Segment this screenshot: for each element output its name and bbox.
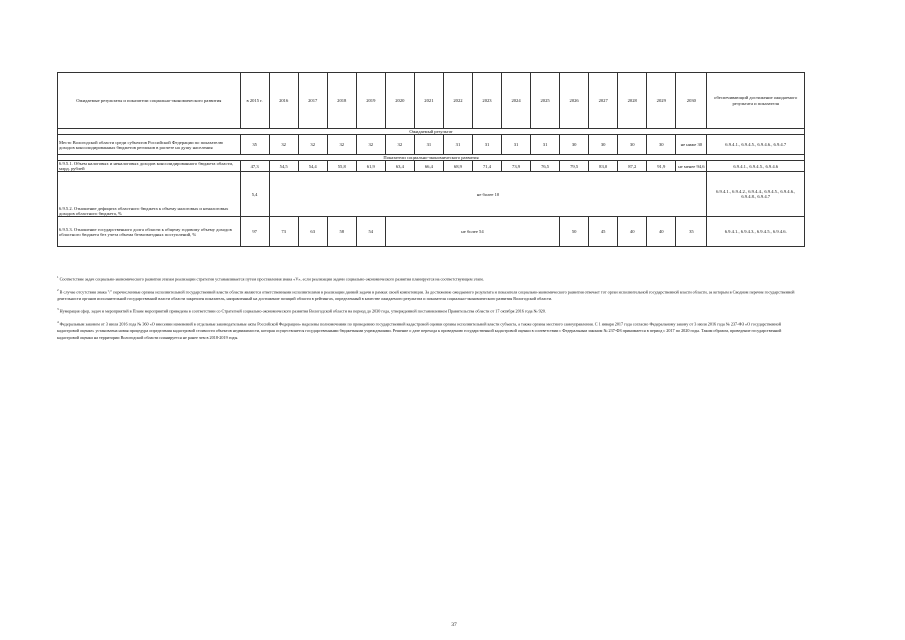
year-header: 2021 [414, 73, 443, 129]
cell-value: 47,3 [240, 161, 269, 172]
cell-value: 32 [327, 135, 356, 155]
cell-value: не ниже 30 [676, 135, 707, 155]
footnote [57, 320, 799, 341]
cell-value: 31 [502, 135, 531, 155]
cell-value: 32 [269, 135, 298, 155]
footnote-text: Федеральным законом от 3 июля 2016 года № 360 «О внесении изменений в отдельные законодательные акты Российской Федерации» наделены полномочиями по проведению государственной кадастровой оценки органы исполнительной власти субъекта, а также органы местного самоуправления. С 1 января 2017 года согласно Федеральному закону от 3 июля 2016 года № 237-ФЗ «О государственной кадастровой оценке» установлена новая процедура определения кадастровой стоимости объектов недвижимости, которая осуществляется государственными бюджетными учреждениями. Решение о дате перехода к проведению государственной кадастровой оценки в соответствии с Федеральным законом № 237-ФЗ принимается в период с 2017 по 2020 годы. Таким образом, проведение государственной кадастровой оценки на территории Вологодской области планируется не ранее чем в 2018-2019 годы. [57, 321, 782, 340]
year-header: 2029 [647, 73, 676, 129]
footnote-text: В случае отсутствия знака "/" перечисленные органы исполнительной государственной власти области являются ответственными исполнителями в реализации данной задачи в рамках своей компетенции. За достижение ожидаемого результата и показателя социально-экономического развития отвечает тот орган исполнительной государственной власти области, за которым в Сводном перечне государственной деятельности органов исполнительной государственной власти области закреплен показатель, направленный на достижение позиций области в рейтингах, определенный в качестве ожидаемого результата и показателя социально-экономического развития Вологодской области. [57, 289, 795, 301]
row-label: 6.9.5.3. Отношение государственного долга области к общему годовому объему доходов областного бюджета без учета объема безвозмездных поступлений, % [58, 217, 241, 247]
footnote-text: Нумерация сфер, задач и мероприятий в Плане мероприятий приведена в соответствии со Стратегией социально-экономического развития Вологодской области на период до 2030 года, утвержденной постановлением Правительства области от 17 октября 2016 года № 920. [59, 308, 546, 314]
row-label: 6.9.5.2. Отношение дефицита областного бюджета к объему налоговых и неналоговых доходов областного бюджета, % [58, 172, 241, 217]
year-header: 2027 [589, 73, 618, 129]
year-header: 2018 [327, 73, 356, 129]
year-header: 2025 [531, 73, 560, 129]
cell-value: не менее 94,6 [676, 161, 707, 172]
cell-value: 32 [298, 135, 327, 155]
section-expected-result: Ожидаемый результат [58, 129, 805, 135]
cell-value: 68,9 [443, 161, 472, 172]
cell-value: 83,0 [589, 161, 618, 172]
cell-value: 40 [647, 217, 676, 247]
cell-value: 31 [472, 135, 501, 155]
cell-value: 76,5 [531, 161, 560, 172]
cell-value: 91,9 [647, 161, 676, 172]
cell-value: 30 [589, 135, 618, 155]
cell-value: 97 [240, 217, 269, 247]
page-number: 37 [451, 622, 457, 628]
cell-reference: 6.9.4.1., 6.9.4.5., 6.9.4.6., 6.9.4.7 [707, 135, 805, 155]
cell-value: 31 [531, 135, 560, 155]
footnote [57, 307, 799, 315]
row-label: Место Вологодской области среди субъектов Российской Федерации по показателю доходов консолидированных бюджетов регионов в расчете на душу населения [58, 135, 241, 155]
cell-span-value: не более 10 [269, 172, 707, 217]
cell-value: 54,4 [298, 161, 327, 172]
cell-value: 61,9 [356, 161, 385, 172]
cell-reference: 6.9.4.1., 6.9.4.3., 6.9.4.5., 6.9.4.6. [707, 217, 805, 247]
year-header: 2023 [472, 73, 501, 129]
cell-value: 73 [269, 217, 298, 247]
year-header: в 2015 г. [240, 73, 269, 129]
cell-value: 40 [618, 217, 647, 247]
cell-value: 35 [676, 217, 707, 247]
cell-value: 54,5 [269, 161, 298, 172]
footnote-mark: 4 [57, 320, 59, 325]
cell-value: 66,4 [414, 161, 443, 172]
cell-value: 31 [414, 135, 443, 155]
table-row [58, 217, 805, 247]
cell-value: 87,2 [618, 161, 647, 172]
cell-value: 73,9 [502, 161, 531, 172]
year-header: 2028 [618, 73, 647, 129]
year-header: 2024 [502, 73, 531, 129]
indicator-column-header: Ожидаемые результаты и показатели социально-экономического развития [58, 73, 241, 129]
cell-value: 71,4 [472, 161, 501, 172]
table-header-row [58, 73, 805, 129]
reference-column-header: обеспечивающий достижение ожидаемого результата и показателя [707, 73, 805, 129]
table-row [58, 161, 805, 172]
footnotes [57, 275, 799, 346]
cell-reference: 6.9.4.1., 6.9.4.5., 6.9.4.6 [707, 161, 805, 172]
cell-value: 63,4 [385, 161, 414, 172]
year-header: 2020 [385, 73, 414, 129]
cell-value: 55,8 [327, 161, 356, 172]
year-header: 2030 [676, 73, 707, 129]
cell-value: 58 [327, 217, 356, 247]
cell-value: 79,5 [560, 161, 589, 172]
row-label: 6.9.5.1. Объем налоговых и неналоговых доходов консолидированного бюджета области, млрд. рублей [58, 161, 241, 172]
cell-value: 45 [589, 217, 618, 247]
results-table [57, 72, 805, 247]
table-row [58, 172, 805, 217]
cell-value: 5,4 [240, 172, 269, 217]
year-header: 2016 [269, 73, 298, 129]
footnote-mark: 2 [57, 287, 59, 292]
cell-value: 32 [356, 135, 385, 155]
cell-value: 32 [385, 135, 414, 155]
cell-value: 31 [443, 135, 472, 155]
cell-value: 63 [298, 217, 327, 247]
cell-span-value: не более 54 [385, 217, 559, 247]
year-header: 2022 [443, 73, 472, 129]
cell-value: 50 [560, 217, 589, 247]
year-header: 2017 [298, 73, 327, 129]
cell-value: 35 [240, 135, 269, 155]
cell-reference: 6.9.4.1., 6.9.4.2., 6.9.4.4., 6.9.4.5., 6.9.4.6., 6.9.4.8., 6.9.4.7 [707, 172, 805, 217]
footnote-mark: 1 [57, 275, 59, 279]
footnote [57, 288, 799, 302]
footnote [57, 275, 799, 283]
cell-value: 54 [356, 217, 385, 247]
year-header: 2019 [356, 73, 385, 129]
cell-value: 30 [618, 135, 647, 155]
year-header: 2026 [560, 73, 589, 129]
footnote-text: Соответствие задач социально-экономического развития этапам реализации стратегии устанавливается путем проставления знака «V», если реализация задачи социально-экономического развития планируется на соответствующем этапе. [59, 276, 485, 282]
cell-value: 30 [647, 135, 676, 155]
section-indicators: Показатели социально-экономического развития [58, 155, 805, 161]
cell-value: 30 [560, 135, 589, 155]
table-row [58, 135, 805, 155]
footnote-mark: 3 [57, 307, 59, 312]
